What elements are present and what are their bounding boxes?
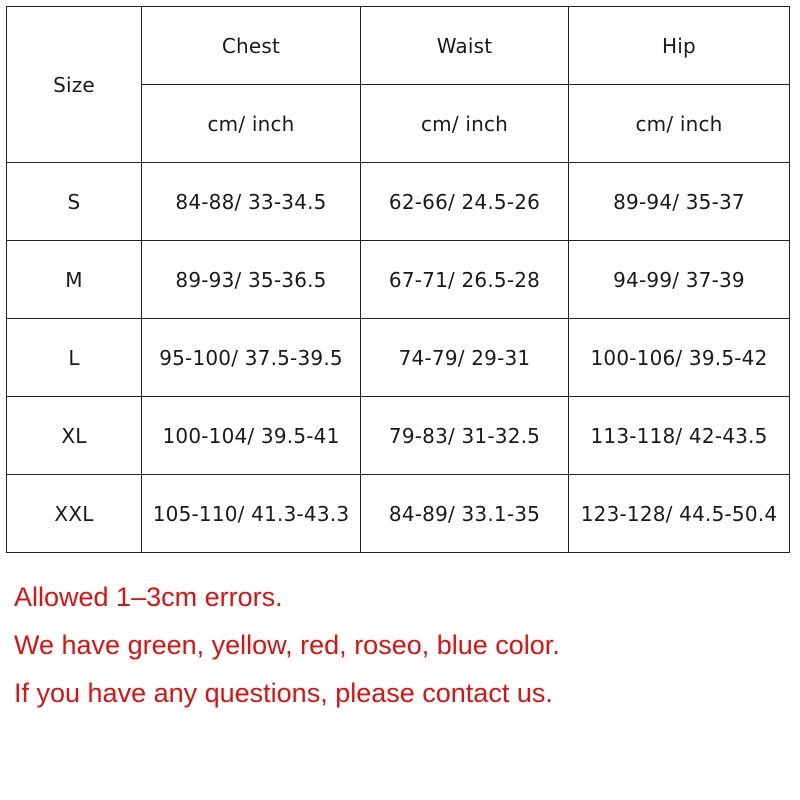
header-row: [7, 7, 790, 85]
chest-cell: 84-88/ 33-34.5: [142, 163, 361, 241]
table-row: [7, 241, 790, 319]
waist-cell: 67-71/ 26.5-28: [361, 241, 569, 319]
waist-cell: 84-89/ 33.1-35: [361, 475, 569, 553]
waist-cell: 62-66/ 24.5-26: [361, 163, 569, 241]
note-contact: If you have any questions, please contact us.: [14, 678, 553, 708]
chest-cell: 89-93/ 35-36.5: [142, 241, 361, 319]
table-row: [7, 163, 790, 241]
hip-cell: 113-118/ 42-43.5: [569, 397, 790, 475]
size-cell: XL: [7, 397, 142, 475]
size-header: Size: [7, 7, 142, 163]
hip-cell: 100-106/ 39.5-42: [569, 319, 790, 397]
chest-cell: 95-100/ 37.5-39.5: [142, 319, 361, 397]
waist-cell: 79-83/ 31-32.5: [361, 397, 569, 475]
size-cell: M: [7, 241, 142, 319]
note-colors: We have green, yellow, red, roseo, blue color.: [14, 630, 560, 660]
size-chart-table: [6, 6, 790, 553]
hip-header: Hip: [569, 7, 790, 85]
table-row: [7, 319, 790, 397]
notes-block: [14, 573, 560, 717]
hip-cell: 89-94/ 35-37: [569, 163, 790, 241]
size-cell: XXL: [7, 475, 142, 553]
waist-unit: cm/ inch: [361, 85, 569, 163]
chest-cell: 105-110/ 41.3-43.3: [142, 475, 361, 553]
chest-unit: cm/ inch: [142, 85, 361, 163]
hip-cell: 123-128/ 44.5-50.4: [569, 475, 790, 553]
table-row: [7, 397, 790, 475]
size-cell: S: [7, 163, 142, 241]
chest-cell: 100-104/ 39.5-41: [142, 397, 361, 475]
table-row: [7, 475, 790, 553]
waist-header: Waist: [361, 7, 569, 85]
size-cell: L: [7, 319, 142, 397]
hip-unit: cm/ inch: [569, 85, 790, 163]
hip-cell: 94-99/ 37-39: [569, 241, 790, 319]
chest-header: Chest: [142, 7, 361, 85]
note-errors: Allowed 1–3cm errors.: [14, 582, 283, 612]
waist-cell: 74-79/ 29-31: [361, 319, 569, 397]
